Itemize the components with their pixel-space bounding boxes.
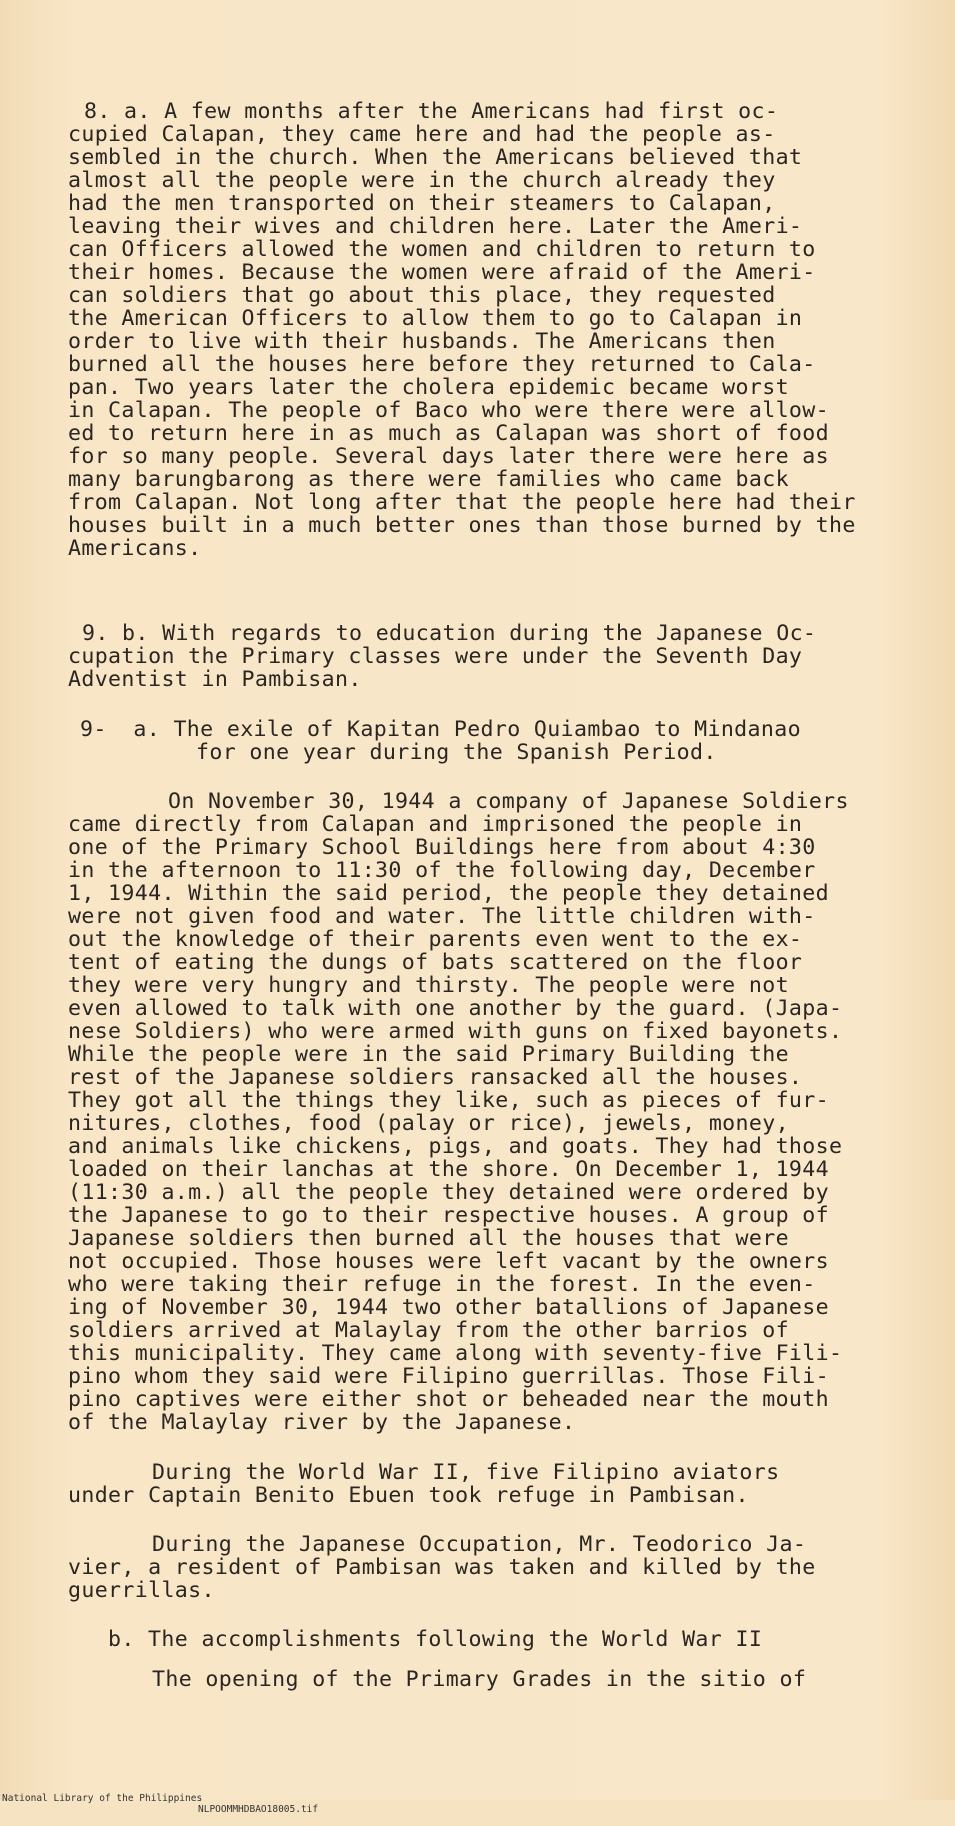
text-line: Americans. (68, 536, 202, 561)
text-line: cupied Calapan, they came here and had the people as- (68, 122, 776, 147)
text-line: for one year during the Spanish Period. (196, 740, 717, 765)
text-line: pino whom they said were Filipino guerrillas. Those Fili- (68, 1364, 829, 1389)
text-line: soldiers arrived at Malaylay from the other barrios of (68, 1318, 789, 1343)
text-line: (11:30 a.m.) all the people they detained were ordered by (68, 1180, 829, 1205)
scan-footer (0, 1782, 955, 1826)
text-line: 9. b. With regards to education during the Japanese Oc- (82, 621, 817, 646)
text-line: tent of eating the dungs of bats scattered on the floor (68, 950, 803, 975)
text-line: for so many people. Several days later there were here as (68, 444, 829, 469)
text-line: were not given food and water. The little children with- (68, 904, 816, 929)
text-line: During the World War II, five Filipino aviators (152, 1460, 780, 1485)
text-line: b. The accomplishments following the World War II (108, 1627, 763, 1652)
text-line: vier, a resident of Pambisan was taken and killed by the (68, 1555, 816, 1580)
text-line: they were very hungry and thirsty. The people were not (68, 973, 789, 998)
text-line: nitures, clothes, food (palay or rice), jewels, money, (68, 1111, 789, 1136)
text-line: had the men transported on their steamers to Calapan, (68, 191, 776, 216)
text-line: the Japanese to go to their respective houses. A group of (68, 1203, 829, 1228)
text-line: out the knowledge of their parents even went to the ex- (68, 927, 803, 952)
text-line: their homes. Because the women were afraid of the Ameri- (68, 260, 816, 285)
text-line: the American Officers to allow them to go to Calapan in (68, 306, 803, 331)
text-line: Adventist in Pambisan. (68, 667, 362, 692)
text-line: burned all the houses here before they returned to Cala- (68, 352, 816, 377)
text-line: many barungbarong as there were families who came back (68, 467, 789, 492)
text-line: nese Soldiers) who were armed with guns on fixed bayonets. (68, 1019, 843, 1044)
text-line: not occupied. Those houses were left vacant by the owners (68, 1249, 829, 1274)
text-line: this municipality. They came along with seventy-five Fili- (68, 1341, 843, 1366)
file-name: NLPOOMMHDBAO18005.tif (198, 1804, 319, 1815)
text-line: can Officers allowed the women and children to return to (68, 237, 816, 262)
text-line: ing of November 30, 1944 two other batallions of Japanese (68, 1295, 829, 1320)
text-line: guerrillas. (68, 1578, 215, 1603)
text-line: pan. Two years later the cholera epidemic became worst (68, 375, 789, 400)
text-line: of the Malaylay river by the Japanese. (68, 1410, 576, 1435)
text-line: cupation the Primary classes were under the Seventh Day (68, 644, 803, 669)
text-line: and animals like chickens, pigs, and goats. They had those (68, 1134, 843, 1159)
text-line: came directly from Calapan and imprisoned the people in (68, 812, 803, 837)
text-line: in Calapan. The people of Baco who were there were allow- (68, 398, 829, 423)
text-line: leaving their wives and children here. Later the Ameri- (68, 214, 803, 239)
text-line: ed to return here in as much as Calapan was short of food (68, 421, 829, 446)
library-credit: National Library of the Philippines (2, 1793, 203, 1804)
text-line: On November 30, 1944 a company of Japanese Soldiers (168, 789, 849, 814)
text-line: 9- a. The exile of Kapitan Pedro Quiambao to Mindanao (80, 717, 801, 742)
text-line: one of the Primary School Buildings here from about 4:30 (68, 835, 816, 860)
text-line: 1, 1944. Within the said period, the people they detained (68, 881, 829, 906)
text-line: in the afternoon to 11:30 of the following day, December (68, 858, 816, 883)
text-line: houses built in a much better ones than those burned by the (68, 513, 856, 538)
text-line: almost all the people were in the church already they (68, 168, 776, 193)
text-line: can soldiers that go about this place, they requested (68, 283, 776, 308)
text-line: During the Japanese Occupation, Mr. Teodorico Ja- (152, 1532, 807, 1557)
text-line: from Calapan. Not long after that the people here had their (68, 490, 856, 515)
text-line: Japanese soldiers then burned all the houses that were (68, 1226, 789, 1251)
text-line: under Captain Benito Ebuen took refuge in Pambisan. (68, 1483, 749, 1508)
text-line: While the people were in the said Primary Building the (68, 1042, 789, 1067)
text-line: loaded on their lanchas at the shore. On December 1, 1944 (68, 1157, 829, 1182)
text-line: They got all the things they like, such as pieces of fur- (68, 1088, 829, 1113)
text-line: sembled in the church. When the Americans believed that (68, 145, 803, 170)
text-line: even allowed to talk with one another by the guard. (Japa- (68, 996, 843, 1021)
text-line: who were taking their refuge in the forest. In the even- (68, 1272, 816, 1297)
text-line: pino captives were either shot or beheaded near the mouth (68, 1387, 829, 1412)
text-line: order to live with their husbands. The Americans then (68, 329, 776, 354)
text-line: 8. a. A few months after the Americans had first oc- (84, 99, 779, 124)
text-line: rest of the Japanese soldiers ransacked all the houses. (68, 1065, 803, 1090)
text-line: The opening of the Primary Grades in the sitio of (152, 1667, 807, 1692)
